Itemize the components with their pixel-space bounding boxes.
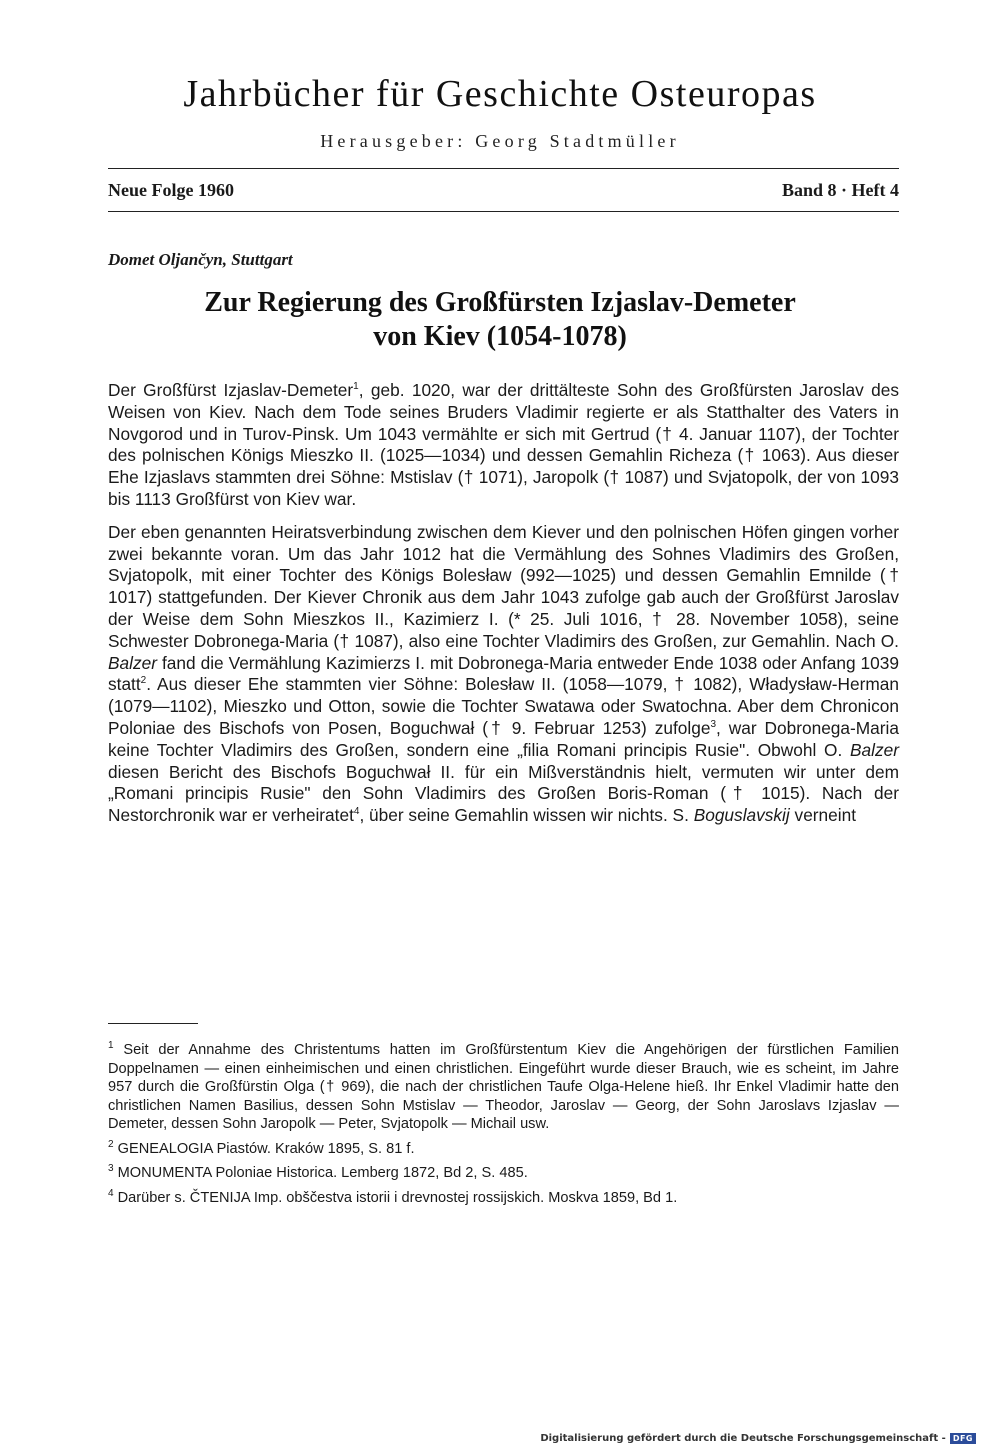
footnote-1 bbox=[108, 1041, 899, 1134]
footnote-2 bbox=[108, 1140, 899, 1159]
paragraph-text: verneint bbox=[789, 805, 857, 826]
author-name-balzer: Balzer bbox=[850, 739, 899, 760]
footnote-ref-4[interactable]: 4 bbox=[353, 806, 360, 818]
paragraph-text: fand die Vermählung Kazimierzs I. mit Dobronega-Maria entweder Ende 1038 oder Anfang 1039 statt bbox=[108, 652, 899, 695]
footnote-text: Seit der Annahme des Christentums hatten im Großfürstentum Kiev die Angehörigen der fürstlichen Familien Doppelnamen — einen einheimischen und einen christlichen. Eingeführt wurde dieser Brauch, wie es scheint, im Jahre 957 durch die Großfürstin Olga († 969), die nach der christlichen Taufe Olga-Helene hieß. Ihr Enkel Vladimir hatte den christlichen Namen Basilius, dessen Sohn Mstislav — Theodor, Jaroslav — Georg, der Sohn Jaroslavs Izjaslav — Demeter, dessen Sohn Jaropolk — Peter, Svjatopolk — Michail usw. bbox=[108, 1042, 899, 1132]
volume-issue-label: Band 8 · Heft 4 bbox=[781, 180, 899, 200]
editor-line: Herausgeber: Georg Stadtmüller bbox=[320, 131, 680, 151]
footnote-ref-3[interactable]: 3 bbox=[710, 719, 716, 731]
author-name-boguslavskij: Boguslavskij bbox=[693, 805, 790, 826]
footnote-number: 3 bbox=[108, 1163, 114, 1175]
paragraph-text: , geb. 1020, war der drittälteste Sohn des Großfürsten Jaroslav des Weisen von Kiev. Nach dem Tode seines Bruders Vladimir regierte er als Statthalter des Vaters in Novgorod und in Turov-Pinsk. Um 1043 vermählte er sich mit Gertrud († 4. Januar 1107), der Tochter des polnischen Königs Mieszko II. (1025—1034) und dessen Gemahlin Richeza († 1063). Aus dieser Ehe Izjaslavs stammten drei Söhne: Mstislav († 1071), Jaropolk († 1087) und Svjatopolk, der von 1093 bis 1113 Großfürst von Kiev war. bbox=[108, 380, 899, 509]
dfg-logo-icon[interactable]: DFG bbox=[950, 1433, 976, 1444]
series-label: Neue Folge 1960 bbox=[108, 180, 234, 200]
footnote-ref-2[interactable]: 2 bbox=[140, 675, 147, 687]
footnote-divider bbox=[108, 1023, 198, 1024]
paragraph-text: diesen Bericht des Bischofs Boguchwał II. für ein Mißverständnis hielt, vermuten wir unter dem „Romani principis Rusie" den Sohn Vladimirs des Großen Boris-Roman († 1015). Nach der Nestorchronik war er verheiratet bbox=[108, 761, 899, 826]
footnote-number: 4 bbox=[108, 1187, 114, 1199]
header-rule-bottom bbox=[108, 211, 899, 212]
paragraph-text: Der Großfürst Izjaslav-Demeter bbox=[108, 380, 354, 400]
paragraph-text: Der eben genannten Heiratsverbindung zwischen dem Kiever und den polnischen Höfen gingen vorher zwei bekannte voran. Um das Jahr 1012 hat die Vermählung des Sohnes Vladimirs des Großen, Svjatopolk, mit einer Tochter des Königs Bolesław (992—1025) und dessen Gemahlin Emnilde († 1017) stattgefunden. Der Kiever Chronik aus dem Jahr 1043 zufolge gab auch der Großfürst Jaroslav der Weise dem Sohn Mieszkos II., Kazimierz I. (* 25. Juli 1016, † 28. November 1058), seine Schwester Dobronega-Maria († 1087), also eine Tochter Vladimirs des Großen, zur Gemahlin. Nach O. bbox=[108, 521, 899, 651]
paragraph-text: , über seine Gemahlin wissen wir nichts. S. bbox=[359, 805, 694, 826]
article-author: Domet Oljančyn, Stuttgart bbox=[108, 250, 293, 269]
article-title-line-2: von Kiev (1054-1078) bbox=[373, 321, 627, 352]
journal-title: Jahrbücher für Geschichte Osteuropas bbox=[183, 73, 817, 115]
header-rule-top bbox=[108, 168, 899, 169]
author-name-balzer: Balzer bbox=[108, 652, 157, 673]
dfg-funding-text: Digitalisierung gefördert durch die Deutsche Forschungsgemeinschaft - bbox=[540, 1433, 946, 1444]
footnote-ref-1[interactable]: 1 bbox=[353, 381, 359, 393]
footnotes bbox=[108, 1041, 899, 1213]
article-title bbox=[0, 286, 1000, 354]
paragraph-1 bbox=[108, 380, 899, 511]
footnote-number: 2 bbox=[108, 1138, 114, 1150]
footnote-text: GENEALOGIA Piastów. Kraków 1895, S. 81 f. bbox=[113, 1140, 415, 1157]
article-title-line-1: Zur Regierung des Großfürsten Izjaslav-Demeter bbox=[204, 287, 796, 318]
footnote-4 bbox=[108, 1189, 899, 1208]
paragraph-text: . Aus dieser Ehe stammten vier Söhne: Bolesław II. (1058—1079, † 1082), Władysław-Herman (1079—1102), Mieszko und Otton, sowie die Tochter Swatawa oder Swatochna. Aber dem Chronicon Poloniae des Bischofs von Posen, Boguchwał († 9. Februar 1253) zufolge bbox=[108, 674, 899, 738]
article-body bbox=[108, 380, 899, 838]
footnote-3 bbox=[108, 1164, 899, 1183]
footnote-text: MONUMENTA Poloniae Historica. Lemberg 1872, Bd 2, S. 485. bbox=[113, 1165, 528, 1181]
footnote-number: 1 bbox=[108, 1040, 114, 1052]
paragraph-text: , war Dobronega-Maria keine Tochter Vladimirs des Großen, sondern eine „filia Romani principis Rusie". Obwohl O. bbox=[108, 717, 899, 760]
issue-info-row bbox=[108, 180, 899, 201]
footnote-text: Darüber s. ČTENIJA Imp. obščestva istorii i drevnostej rossijskich. Moskva 1859, Bd 1. bbox=[113, 1189, 678, 1206]
dfg-funding-notice[interactable] bbox=[540, 1433, 976, 1444]
paragraph-2 bbox=[108, 522, 899, 827]
